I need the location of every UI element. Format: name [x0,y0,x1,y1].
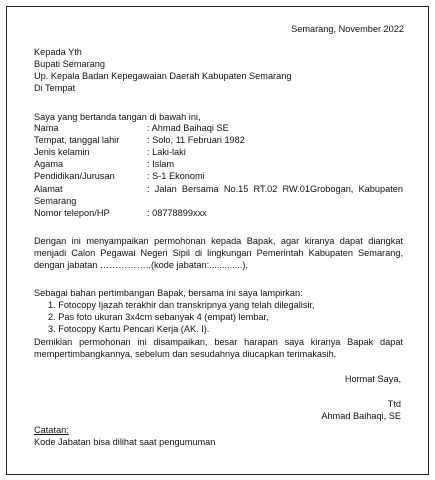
field-value-ttl: : Solo, 11 Februari 1982 [147,135,245,145]
field-label-ttl: Tempat, tanggal lahir [34,135,120,145]
field-value-pendidikan: : S-1 Ekonomi [147,171,205,181]
attachment-item: 2. Pas foto ukuran 3x4cm sebanyak 4 (empat) lembar, [48,312,269,322]
regards-text: Hormat Saya, [344,374,401,384]
recipient-line: Kepada Yth [34,47,82,57]
field-value-alamat-cont: Semarang [34,196,77,206]
field-label-nama: Nama [34,123,59,133]
field-value-gender: : Laki-laki [147,147,186,157]
field-value-nama: : Ahmad Baihaqi SE [147,123,229,133]
field-label-pendidikan: Pendidikan/Jurusan [34,171,115,181]
request-line: Dengan ini menyampaikan permohonan kepada Bapak, agar kiranya dapat diangkat [34,236,403,246]
field-value-alamat: : Jalan Bersama No.15 RT.02 RW.01Grobogan, Kabupaten [147,184,403,194]
recipient-line: Di Tempat [34,83,76,93]
attachment-intro: Sebagai bahan pertimbangan Bapak, bersama ini saya lampirkan: [34,288,303,298]
date-line: Semarang, November 2022 [291,24,404,34]
request-line: menjadi Calon Pegawai Negeri Sipil di lingkungan Pemerintah Kabupaten Semarang, [34,248,403,258]
field-label-phone: Nomor telepon/HP [34,208,110,218]
closing-line: Demikian permohonan ini disampaikan, besar harapan saya kiranya Bapak dapat [34,337,403,347]
field-label-agama: Agama [34,159,64,169]
closing-line: mempertimbangkannya, sebelum dan sesudahnya diucapkan terimakasih. [34,349,337,359]
request-line: dengan jabatan ……………..(kode jabatan:.............), [34,260,248,270]
signer-name: Ahmad Baihaqi, SE [321,411,401,421]
attachment-item: 3. Fotocopy Kartu Pencari Kerja (AK. I). [48,324,210,334]
letter-page [6,6,429,475]
note-text: Kode Jabatan bisa dilihat saat pengumuman [34,437,216,447]
field-label-alamat: Alamat [34,184,63,194]
field-label-gender: Jenis kelamin [34,147,90,157]
recipient-line: Up. Kepala Badan Kepegawaian Daerah Kabupaten Semarang [34,71,292,81]
field-value-agama: : Islam [147,159,175,169]
intro-text: Saya yang bertanda tangan di bawah ini, [34,112,201,122]
note-title: Catatan: [34,425,69,435]
recipient-line: Bupati Semarang [34,59,105,69]
field-value-phone: : 08778899xxx [147,208,207,218]
attachment-item: 1. Fotocopy Ijazah terakhir dan transkripnya yang telah dilegalisir, [48,300,315,310]
ttd-text: Ttd [387,399,401,409]
